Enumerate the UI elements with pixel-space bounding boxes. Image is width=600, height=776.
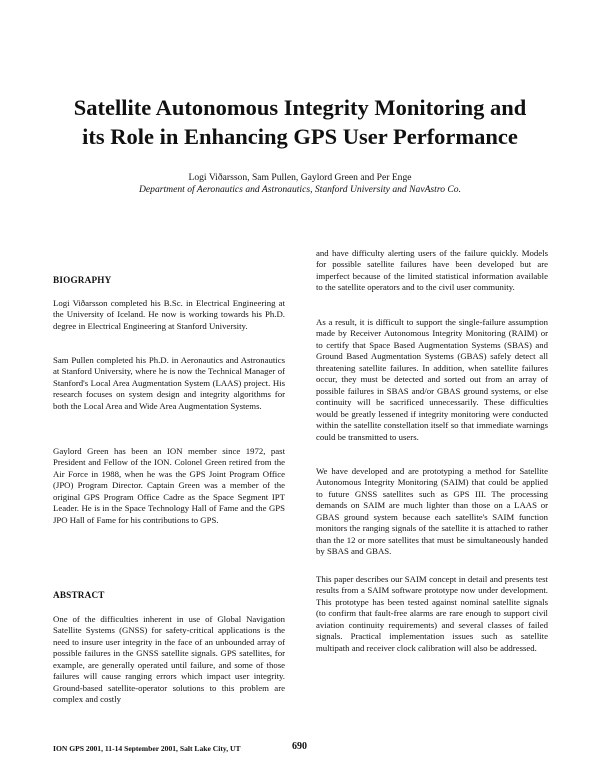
biography-paragraph-1: Logi Viðarsson completed his B.Sc. in Electrical Engineering at the University of Iceland. He now is working towards his Ph.D. degree in Electrical Engineering at Stanford University. <box>53 298 285 331</box>
affiliation: Department of Aeronautics and Astronautics, Stanford University and NavAstro Co. <box>139 184 461 195</box>
body-paragraph-2: As a result, it is difficult to support the single-failure assumption made by Receiver Autonomous Integrity Monitoring (RAIM) or to certify that Space Based Augmentation Systems (SBAS) and Ground Based Augmentation Systems (GBAS) safely detect all threatening satellite failures. In addition, when satellite failures occur, they must be detected and sorted out from an array of possible failures in SBAS and/or GBAS ground systems, or else continuity will be sacrificed unnecessarily. These difficulties would be greatly lessened if integrity monitoring were conducted within the satellite constellation itself so that immediate warnings could be transmitted to users. <box>316 317 548 442</box>
conference-footer: ION GPS 2001, 11-14 September 2001, Salt Lake City, UT <box>53 744 241 753</box>
title-line-2: its Role in Enhancing GPS User Performance <box>82 124 518 149</box>
biography-heading: BIOGRAPHY <box>53 275 112 285</box>
author-list: Logi Viðarsson, Sam Pullen, Gaylord Green and Per Enge <box>188 172 412 183</box>
body-paragraph-3: We have developed and are prototyping a method for Satellite Autonomous Integrity Monitoring (SAIM) that could be applied to future GNSS satellites such as GPS III. The processing demands on SAIM are much lighter than those on a LAAS or GBAS ground system because each satellite's SAIM function monitors the ranging signals of the satellite it is attached to rather than the 12 or more satellites that must be simultaneously handed by SBAS and GBAS. <box>316 466 548 557</box>
title-line-1: Satellite Autonomous Integrity Monitoring and <box>73 95 527 120</box>
body-paragraph-1: and have difficulty alerting users of the failure quickly. Models for possible satellite failures have been developed but are imperfect because of the limited statistical information available to the satellite operators and to the civil user community. <box>316 248 548 293</box>
abstract-paragraph-1: One of the difficulties inherent in use of Global Navigation Satellite Systems (GNSS) for safety-critical applications is the need to insure user integrity in the face of an unbounded array of possible failures in the GNSS satellite signals. GPS satellites, for example, are generally operated until failure, and some of those failures will cause ranging errors which impact user integrity. Ground-based satellite-operator solutions to this problem are complex and costly <box>53 614 285 705</box>
abstract-heading: ABSTRACT <box>53 590 105 600</box>
biography-paragraph-3: Gaylord Green has been an ION member since 1972, past President and Fellow of the ION. Colonel Green retired from the Air Force in 1988, when he was the GPS Joint Program Office (JPO) Program Director. Captain Green was a member of the original GPS Program Office Cadre as the Space Segment IPT Leader. He is in the Space Technology Hall of Fame and the GPS JPO Hall of Fame for his contributions to GPS. <box>53 446 285 525</box>
page-number: 690 <box>292 741 307 752</box>
biography-paragraph-2: Sam Pullen completed his Ph.D. in Aeronautics and Astronautics at Stanford University, where he is now the Technical Manager of Stanford's Local Area Augmentation System (LAAS) project. His research focuses on system design and integrity algorithms for both the Local Area and Wide Area Augmentation Systems. <box>53 355 285 411</box>
paper-title <box>40 93 560 151</box>
body-paragraph-4: This paper describes our SAIM concept in detail and presents test results from a SAIM software prototype now under development. This prototype has been tested against nominal satellite signals (to confirm that fault-free alarms are rare enough to support civil aviation continuity requirements) and several classes of failed signals. Practical implementation issues such as satellite multipath and receiver clock calibration will also be addressed. <box>316 574 548 653</box>
